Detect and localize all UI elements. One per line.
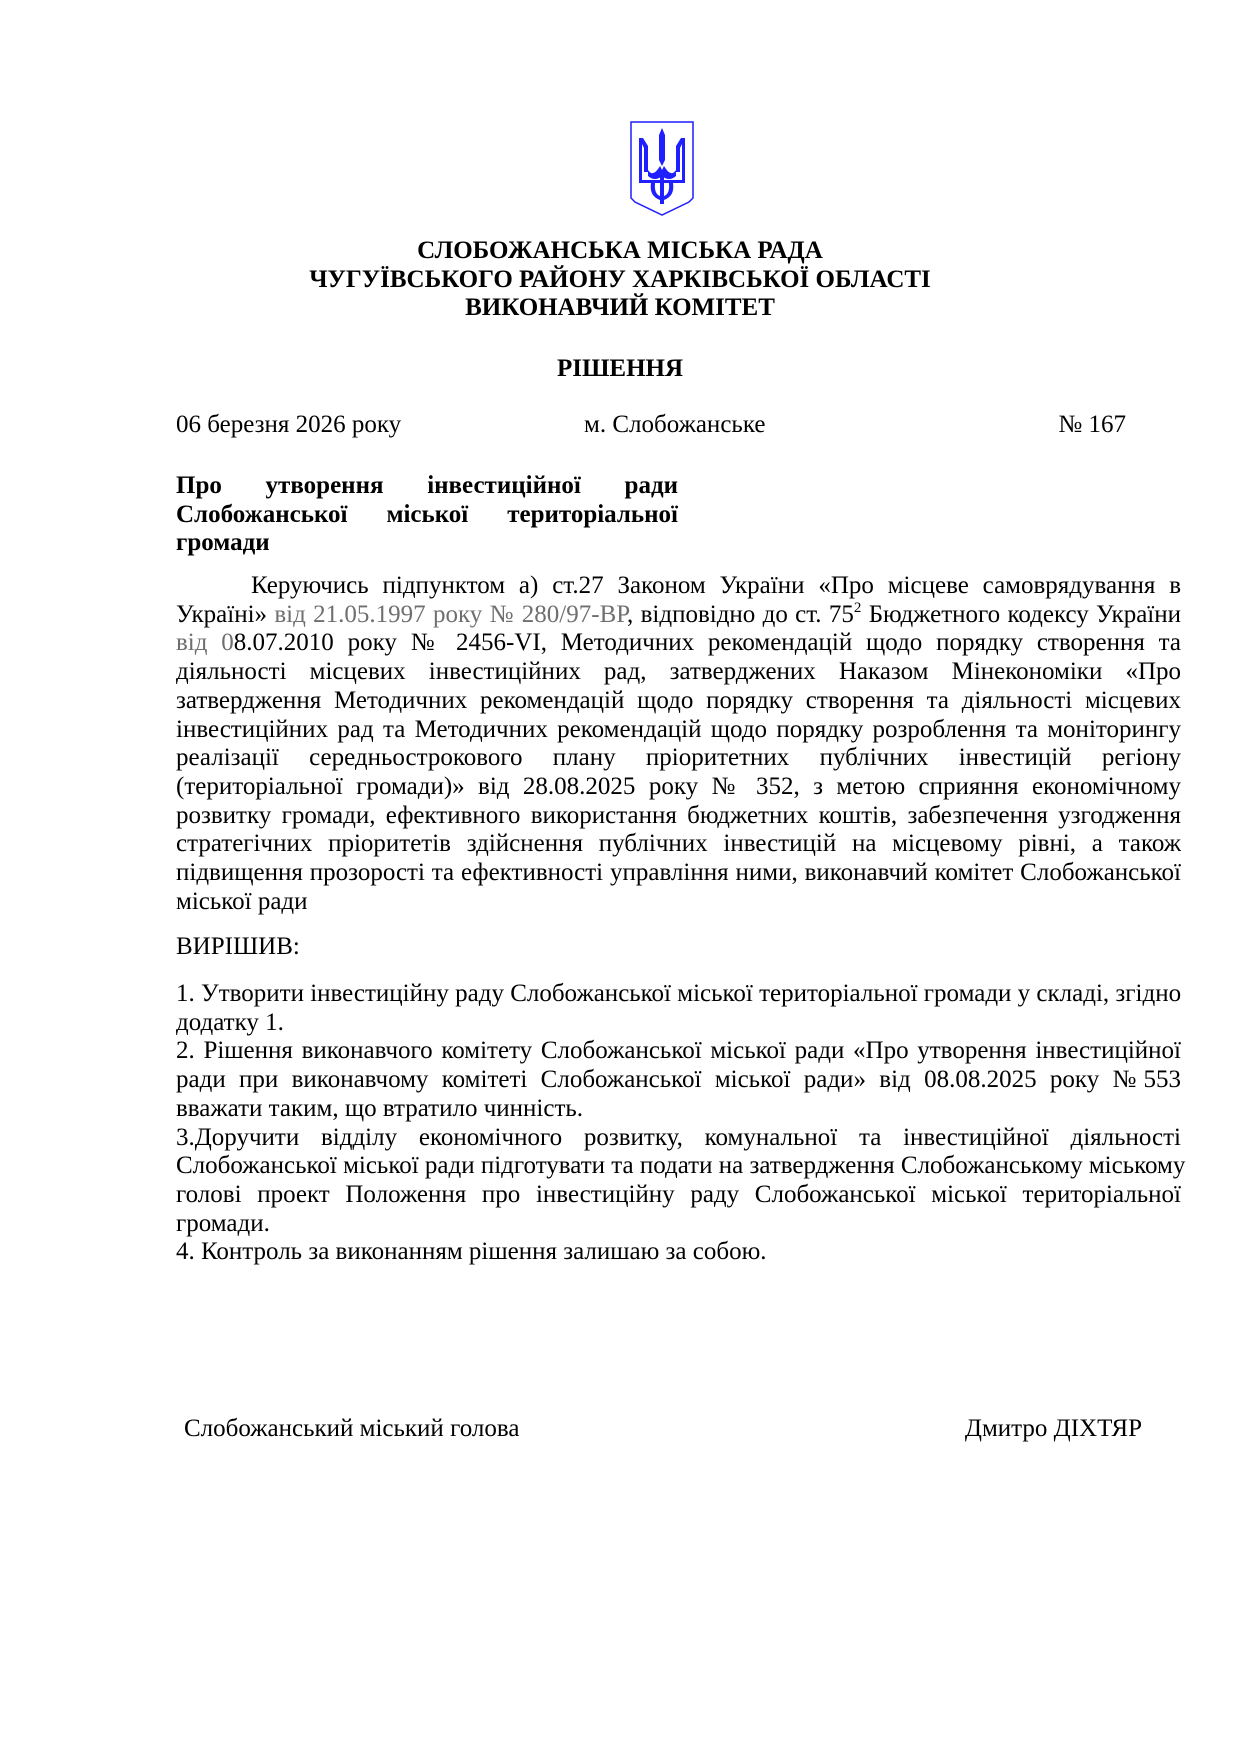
text-segment: від 21.05.1997 року № 280/97-ВР <box>274 600 628 628</box>
preamble-line <box>176 801 1181 830</box>
preamble-line <box>176 772 1181 801</box>
text-segment: Керуючись підпунктом а) ст.27 Законом України «Про місцеве самоврядування в <box>251 572 1181 599</box>
decision-item-line: 4. Контроль за виконанням рішення залишаю за собою. <box>176 1238 767 1266</box>
text-segment: діяльності місцевих інвестиційних рад, затверджених Наказом Мінекономіки «Про <box>176 658 1181 686</box>
decision-item-line: 3.Доручити відділу економічного розвитку, комунальної та інвестиційної діяльності <box>176 1123 1181 1151</box>
decision-item-line: додатку 1. <box>176 1008 284 1036</box>
preamble-line <box>176 858 1181 887</box>
text-segment: міської ради <box>176 887 308 915</box>
preamble-line <box>251 571 1181 600</box>
text-segment: 2 <box>853 599 862 616</box>
preamble-line <box>176 657 1181 686</box>
text-segment: розвитку громади, ефективного використання бюджетних коштів, забезпечення узгодження <box>176 801 1181 829</box>
preamble-line <box>176 628 1181 657</box>
council-name: СЛОБОЖАНСЬКА МІСЬКА РАДА <box>417 237 823 264</box>
committee-name: ВИКОНАВЧИЙ КОМІТЕТ <box>465 294 775 321</box>
decision-item-line: 2. Рішення виконавчого комітету Слобожанської міської ради «Про утворення інвестиційної <box>176 1037 1181 1065</box>
text-segment: реалізації середньострокового плану пріоритетних публічних інвестицій регіону <box>176 744 1181 772</box>
document-number: № 167 <box>1058 411 1126 438</box>
decision-item-line: 1. Утворити інвестиційну раду Слобожанської міської територіальної громади у складі, згідно <box>176 980 1182 1007</box>
text-segment: 8.07.2010 року № 2456-VI, Методичних рекомендацій щодо порядку створення та <box>233 629 1181 657</box>
text-segment: стратегічних пріоритетів здійснення публічних інвестицій на місцевому рівні, а також <box>176 830 1181 858</box>
text-segment: (територіальної громади)» від 28.08.2025 року № 352, з метою сприяння економічному <box>176 772 1181 800</box>
text-segment: інвестиційних рад та Методичних рекомендацій щодо порядку розроблення та моніторингу <box>176 715 1181 743</box>
document-place: м. Слобожанське <box>584 411 766 438</box>
preamble-line <box>176 686 1181 715</box>
subject-line: громади <box>176 529 270 557</box>
subject-line: Про утворення інвестиційної ради <box>176 472 678 499</box>
subject-line: Слобожанської міської територіальної <box>176 500 678 528</box>
decision-item-line: громади. <box>176 1209 270 1237</box>
signature-position: Слобожанський міський голова <box>184 1415 520 1442</box>
decided-label: ВИРІШИВ: <box>176 933 300 960</box>
text-segment: підвищення прозорості та ефективності управління ними, виконавчий комітет Слобожанської <box>176 859 1181 886</box>
text-segment: Україні» <box>176 600 275 628</box>
decision-item-line: ради при виконавчому комітеті Слобожанської міської ради» від 08.08.2025 року №553 <box>176 1066 1181 1094</box>
document-type: РІШЕННЯ <box>556 355 684 382</box>
decision-item-line: Слобожанської міської ради підготувати та подати на затвердження Слобожанському міському <box>176 1152 1186 1180</box>
text-segment: від 0 <box>176 629 234 657</box>
decision-item-line: голові проект Положення про інвестиційну раду Слобожанської міської територіальної <box>176 1180 1181 1208</box>
preamble-line <box>176 600 1181 629</box>
document-date: 06 березня 2026 року <box>176 411 402 438</box>
signature-name: Дмитро ДІХТЯР <box>964 1415 1142 1442</box>
text-segment: затвердження Методичних рекомендацій щодо порядку створення та діяльності місцевих <box>176 686 1181 714</box>
coat-of-arms-icon <box>629 120 695 217</box>
preamble-line <box>176 887 1181 916</box>
text-segment: Бюджетного кодексу України <box>861 600 1182 628</box>
preamble-line <box>176 715 1181 744</box>
decision-item-line: вважати таким, що втратило чинність. <box>176 1094 584 1122</box>
text-segment: , відповідно до ст. 75 <box>627 600 854 628</box>
district-name: ЧУГУЇВСЬКОГО РАЙОНУ ХАРКІВСЬКОЇ ОБЛАСТІ <box>309 266 931 293</box>
preamble-line <box>176 829 1181 858</box>
preamble-line <box>176 743 1181 772</box>
